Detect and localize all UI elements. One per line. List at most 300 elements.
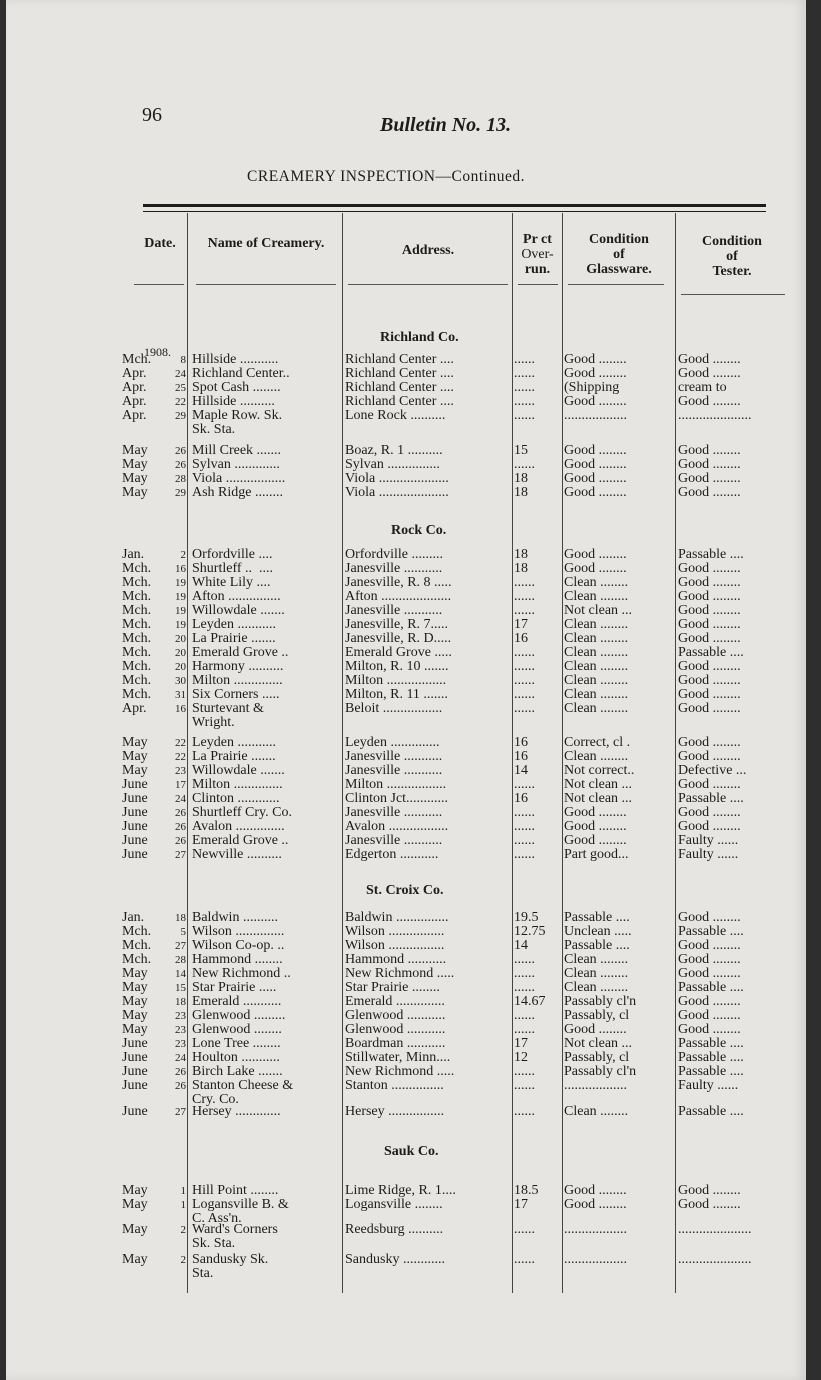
column-divider <box>342 213 343 1293</box>
column-divider <box>562 213 563 1293</box>
row-creamery-name: Sturtevant & <box>192 701 264 716</box>
row-glassware: Passably, cl <box>564 1050 630 1065</box>
row-tester: ..................... <box>678 408 752 423</box>
column-divider <box>187 213 188 1293</box>
row-tester: Passable .... <box>678 980 744 995</box>
row-tester: Good ........ <box>678 352 741 367</box>
row-tester: Passable .... <box>678 1050 744 1065</box>
row-creamery-name: Birch Lake ....... <box>192 1064 283 1079</box>
row-month: Mch. <box>122 631 152 646</box>
row-overrun: 17 <box>514 617 528 632</box>
row-tester: Good ........ <box>678 575 741 590</box>
row-tester: ..................... <box>678 1252 752 1267</box>
row-tester: Passable .... <box>678 1064 744 1079</box>
row-overrun: ...... <box>514 408 535 423</box>
row-tester: Faulty ...... <box>678 1078 739 1093</box>
row-glassware: Clean ........ <box>564 673 629 688</box>
page-number: 96 <box>142 104 162 126</box>
row-address: Emerald Grove ..... <box>345 645 452 660</box>
header-tester-line: Condition <box>702 234 762 249</box>
row-glassware: Good ........ <box>564 366 627 381</box>
row-month: June <box>122 791 148 806</box>
row-overrun: ...... <box>514 673 535 688</box>
row-overrun: 14.67 <box>514 994 546 1009</box>
row-day: 18 <box>175 912 186 924</box>
row-day: 28 <box>175 954 186 966</box>
row-overrun: 17 <box>514 1197 528 1212</box>
row-glassware: Clean ........ <box>564 645 629 660</box>
row-address: Janesville ........... <box>345 763 443 778</box>
row-day: 2 <box>180 549 186 561</box>
county-heading: Richland Co. <box>380 330 459 345</box>
row-overrun: ...... <box>514 1104 535 1119</box>
row-creamery-name: Hillside ........... <box>192 352 279 367</box>
row-glassware: Passably cl'n <box>564 994 637 1009</box>
row-glassware: Clean ........ <box>564 701 629 716</box>
row-creamery-name: Spot Cash ........ <box>192 380 281 395</box>
row-address: Richland Center .... <box>345 394 454 409</box>
row-overrun: 14 <box>514 938 528 953</box>
row-creamery-name: Hammond ........ <box>192 952 283 967</box>
row-creamery-name: Lone Tree ........ <box>192 1036 281 1051</box>
row-overrun: ...... <box>514 966 535 981</box>
row-address: New Richmond ..... <box>345 966 455 981</box>
row-glassware: Passably cl'n <box>564 1064 637 1079</box>
row-creamery-name: Baldwin .......... <box>192 910 278 925</box>
row-address: Reedsburg .......... <box>345 1222 444 1237</box>
row-tester: Good ........ <box>678 631 741 646</box>
row-creamery-name: Willowdale ....... <box>192 603 285 618</box>
row-day: 15 <box>175 982 186 994</box>
row-creamery-name: Star Prairie ..... <box>192 980 277 995</box>
row-tester: Good ........ <box>678 1022 741 1037</box>
row-overrun: 16 <box>514 631 528 646</box>
row-month: June <box>122 1050 148 1065</box>
row-glassware: Not clean ... <box>564 1036 633 1051</box>
row-day: 14 <box>175 968 186 980</box>
row-day: 20 <box>175 633 186 645</box>
row-overrun: ...... <box>514 589 535 604</box>
row-address: Star Prairie ........ <box>345 980 440 995</box>
row-day: 19 <box>175 605 186 617</box>
row-address: Milton ................. <box>345 673 447 688</box>
row-address: Milton, R. 10 ....... <box>345 659 449 674</box>
row-glassware: Passably, cl <box>564 1008 630 1023</box>
row-month: Mch. <box>122 673 152 688</box>
row-creamery-name: Milton .............. <box>192 777 283 792</box>
row-day: 26 <box>175 1080 186 1092</box>
row-creamery-name: Wright. <box>192 715 235 730</box>
row-day: 1 <box>180 1199 186 1211</box>
row-creamery-name: Sk. Sta. <box>192 422 236 437</box>
row-creamery-name: Hillside .......... <box>192 394 275 409</box>
row-glassware: .................. <box>564 1222 627 1237</box>
row-month: May <box>122 1252 148 1267</box>
row-day: 20 <box>175 647 186 659</box>
row-creamery-name: Afton ............... <box>192 589 281 604</box>
row-overrun: ...... <box>514 1222 535 1237</box>
row-day: 22 <box>175 737 186 749</box>
row-tester: Good ........ <box>678 1183 741 1198</box>
row-tester: Passable .... <box>678 1036 744 1051</box>
row-day: 26 <box>175 821 186 833</box>
row-creamery-name: Shurtleff Cry. Co. <box>192 805 292 820</box>
row-creamery-name: Maple Row. Sk. <box>192 408 283 423</box>
row-overrun: 18.5 <box>514 1183 539 1198</box>
row-address: Boaz, R. 1 .......... <box>345 443 443 458</box>
row-creamery-name: Avalon .............. <box>192 819 285 834</box>
row-month: Mch. <box>122 575 152 590</box>
row-month: June <box>122 1036 148 1051</box>
row-overrun: 19.5 <box>514 910 539 925</box>
row-creamery-name: Hill Point ........ <box>192 1183 279 1198</box>
row-address: Janesville ........... <box>345 561 443 576</box>
row-month: May <box>122 749 148 764</box>
row-tester: Good ........ <box>678 966 741 981</box>
row-address: Avalon ................. <box>345 819 449 834</box>
row-day: 17 <box>175 779 186 791</box>
row-overrun: ...... <box>514 457 535 472</box>
row-creamery-name: Orfordville .... <box>192 547 273 562</box>
row-creamery-name: C. Ass'n. <box>192 1211 242 1226</box>
row-creamery-name: Willowdale ....... <box>192 763 285 778</box>
row-month: Mch. <box>122 938 152 953</box>
row-address: Wilson ................ <box>345 938 445 953</box>
row-glassware: Clean ........ <box>564 749 629 764</box>
row-creamery-name: Richland Center.. <box>192 366 290 381</box>
row-creamery-name: La Prairie ....... <box>192 749 276 764</box>
row-overrun: ...... <box>514 603 535 618</box>
row-overrun: 14 <box>514 763 528 778</box>
row-glassware: Good ........ <box>564 1197 627 1212</box>
row-glassware: Part good... <box>564 847 629 862</box>
row-month: Mch. <box>122 659 152 674</box>
row-day: 30 <box>175 675 186 687</box>
row-glassware: Clean ........ <box>564 1104 629 1119</box>
row-month: Mch. <box>122 617 152 632</box>
row-creamery-name: Harmony .......... <box>192 659 284 674</box>
row-address: Janesville ........... <box>345 833 443 848</box>
row-tester: Good ........ <box>678 603 741 618</box>
column-divider <box>512 213 513 1293</box>
row-month: May <box>122 471 148 486</box>
row-creamery-name: Stanton Cheese & <box>192 1078 294 1093</box>
year-label: 1908. <box>144 345 171 359</box>
row-creamery-name: Logansville B. & <box>192 1197 289 1212</box>
row-tester: Good ........ <box>678 457 741 472</box>
row-address: New Richmond ..... <box>345 1064 455 1079</box>
header-address: Address. <box>401 243 455 258</box>
row-glassware: Clean ........ <box>564 980 629 995</box>
row-day: 23 <box>175 1024 186 1036</box>
row-glassware: Correct, cl . <box>564 735 631 750</box>
row-month: Mch. <box>122 952 152 967</box>
row-day: 27 <box>175 849 186 861</box>
row-tester: Faulty ...... <box>678 847 739 862</box>
row-overrun: ...... <box>514 1252 535 1267</box>
row-overrun: 16 <box>514 791 528 806</box>
row-tester: cream to <box>678 380 727 395</box>
row-address: Viola .................... <box>345 471 449 486</box>
row-address: Viola .................... <box>345 485 449 500</box>
row-overrun: ...... <box>514 701 535 716</box>
row-creamery-name: Sylvan ............. <box>192 457 280 472</box>
row-tester: Good ........ <box>678 617 741 632</box>
row-day: 26 <box>175 807 186 819</box>
row-day: 22 <box>175 751 186 763</box>
row-day: 23 <box>175 1038 186 1050</box>
row-day: 26 <box>175 1066 186 1078</box>
row-day: 5 <box>180 926 186 938</box>
row-address: Stillwater, Minn.... <box>345 1050 451 1065</box>
row-glassware: Good ........ <box>564 1183 627 1198</box>
row-glassware: Passable .... <box>564 938 630 953</box>
row-tester: Good ........ <box>678 735 741 750</box>
row-overrun: ...... <box>514 980 535 995</box>
row-day: 24 <box>175 368 186 380</box>
row-glassware: Not correct.. <box>564 763 635 778</box>
row-address: Janesville ........... <box>345 749 443 764</box>
row-address: Afton .................... <box>345 589 452 604</box>
row-overrun: ...... <box>514 833 535 848</box>
row-month: May <box>122 735 148 750</box>
row-month: June <box>122 819 148 834</box>
row-creamery-name: Ward's Corners <box>192 1222 278 1237</box>
row-tester: ..................... <box>678 1222 752 1237</box>
row-tester: Good ........ <box>678 485 741 500</box>
row-tester: Passable .... <box>678 924 744 939</box>
header-rule-thin <box>143 211 766 212</box>
row-month: Apr. <box>122 408 147 423</box>
row-day: 2 <box>180 1254 186 1266</box>
row-month: May <box>122 485 148 500</box>
row-month: Mch. <box>122 589 152 604</box>
row-tester: Good ........ <box>678 910 741 925</box>
row-tester: Good ........ <box>678 366 741 381</box>
row-day: 24 <box>175 1052 186 1064</box>
row-tester: Good ........ <box>678 749 741 764</box>
row-day: 29 <box>175 487 186 499</box>
row-month: June <box>122 1064 148 1079</box>
row-tester: Good ........ <box>678 561 741 576</box>
header-name: Name of Creamery. <box>207 236 325 251</box>
row-day: 26 <box>175 835 186 847</box>
row-glassware: Clean ........ <box>564 589 629 604</box>
row-overrun: ...... <box>514 819 535 834</box>
row-overrun: 12 <box>514 1050 528 1065</box>
header-underline <box>196 284 336 285</box>
header-underline <box>518 284 558 285</box>
row-address: Sandusky ............ <box>345 1252 445 1267</box>
row-day: 18 <box>175 996 186 1008</box>
row-overrun: 12.75 <box>514 924 546 939</box>
header-glassware-line: Condition <box>589 232 649 247</box>
row-day: 1 <box>180 1185 186 1197</box>
row-month: June <box>122 833 148 848</box>
row-glassware: .................. <box>564 1078 627 1093</box>
row-day: 31 <box>175 689 186 701</box>
row-tester: Good ........ <box>678 589 741 604</box>
row-day: 26 <box>175 445 186 457</box>
row-tester: Good ........ <box>678 819 741 834</box>
header-tester <box>676 234 788 279</box>
row-creamery-name: Wilson .............. <box>192 924 285 939</box>
row-overrun: ...... <box>514 575 535 590</box>
header-underline <box>681 294 785 295</box>
row-address: Janesville, R. 8 ..... <box>345 575 452 590</box>
row-glassware: .................. <box>564 1252 627 1267</box>
header-overrun-line: Over- <box>521 247 554 262</box>
row-tester: Passable .... <box>678 1104 744 1119</box>
row-month: Apr. <box>122 701 147 716</box>
row-glassware: Clean ........ <box>564 966 629 981</box>
row-month: Mch. <box>122 561 152 576</box>
row-month: May <box>122 443 148 458</box>
header-tester-line: Tester. <box>712 264 752 279</box>
row-glassware: Good ........ <box>564 547 627 562</box>
row-day: 20 <box>175 661 186 673</box>
row-creamery-name: Emerald Grove .. <box>192 645 289 660</box>
row-creamery-name: White Lily .... <box>192 575 271 590</box>
document-page <box>6 0 806 1380</box>
row-day: 29 <box>175 410 186 422</box>
row-day: 16 <box>175 563 186 575</box>
row-month: Mch. <box>122 924 152 939</box>
header-glassware <box>563 232 675 277</box>
row-address: Edgerton ........... <box>345 847 439 862</box>
row-glassware: Good ........ <box>564 443 627 458</box>
row-address: Orfordville ......... <box>345 547 443 562</box>
row-overrun: ...... <box>514 805 535 820</box>
row-month: Jan. <box>122 910 145 925</box>
row-creamery-name: Emerald ........... <box>192 994 282 1009</box>
row-creamery-name: La Prairie ....... <box>192 631 276 646</box>
row-address: Logansville ........ <box>345 1197 443 1212</box>
row-day: 8 <box>180 354 186 366</box>
row-address: Janesville ........... <box>345 603 443 618</box>
row-month: May <box>122 1022 148 1037</box>
row-month: Mch. <box>122 645 152 660</box>
row-creamery-name: Milton .............. <box>192 673 283 688</box>
row-glassware: Good ........ <box>564 485 627 500</box>
row-creamery-name: Leyden ........... <box>192 617 276 632</box>
row-month: May <box>122 966 148 981</box>
row-creamery-name: Emerald Grove .. <box>192 833 289 848</box>
row-overrun: ...... <box>514 952 535 967</box>
row-month: May <box>122 763 148 778</box>
header-overrun-line: run. <box>524 262 551 277</box>
row-month: May <box>122 457 148 472</box>
row-overrun: 16 <box>514 735 528 750</box>
header-underline <box>348 284 508 285</box>
page-title: CREAMERY INSPECTION—Continued. <box>247 168 525 185</box>
row-address: Janesville, R. D..... <box>345 631 452 646</box>
row-overrun: ...... <box>514 380 535 395</box>
row-glassware: Clean ........ <box>564 659 629 674</box>
row-address: Lone Rock .......... <box>345 408 446 423</box>
row-overrun: ...... <box>514 1022 535 1037</box>
row-overrun: ...... <box>514 352 535 367</box>
row-overrun: 18 <box>514 561 528 576</box>
header-date: Date. <box>144 236 176 251</box>
row-creamery-name: Glenwood ........ <box>192 1022 282 1037</box>
row-overrun: ...... <box>514 366 535 381</box>
row-glassware: Clean ........ <box>564 575 629 590</box>
row-overrun: 18 <box>514 547 528 562</box>
row-overrun: ...... <box>514 1078 535 1093</box>
row-address: Janesville ........... <box>345 805 443 820</box>
row-creamery-name: Six Corners ..... <box>192 687 280 702</box>
row-address: Lime Ridge, R. 1.... <box>345 1183 456 1198</box>
row-glassware: Not clean ... <box>564 603 633 618</box>
row-glassware: .................. <box>564 408 627 423</box>
row-month: June <box>122 777 148 792</box>
row-month: May <box>122 1222 148 1237</box>
row-address: Richland Center .... <box>345 352 454 367</box>
row-overrun: 18 <box>514 485 528 500</box>
row-address: Janesville, R. 7..... <box>345 617 449 632</box>
row-address: Wilson ................ <box>345 924 445 939</box>
row-overrun: ...... <box>514 687 535 702</box>
row-tester: Good ........ <box>678 777 741 792</box>
row-glassware: Good ........ <box>564 394 627 409</box>
row-overrun: ...... <box>514 777 535 792</box>
row-month: May <box>122 1197 148 1212</box>
row-creamery-name: Newville .......... <box>192 847 282 862</box>
county-heading: Rock Co. <box>391 523 447 538</box>
row-glassware: Good ........ <box>564 805 627 820</box>
row-month: June <box>122 847 148 862</box>
row-address: Stanton ............... <box>345 1078 444 1093</box>
row-day: 23 <box>175 1010 186 1022</box>
row-overrun: ...... <box>514 1008 535 1023</box>
row-overrun: ...... <box>514 394 535 409</box>
header-glassware-line: Glassware. <box>586 262 652 277</box>
row-address: Beloit ................. <box>345 701 443 716</box>
row-glassware: Good ........ <box>564 457 627 472</box>
row-month: Apr. <box>122 366 147 381</box>
row-month: May <box>122 1183 148 1198</box>
row-creamery-name: Viola ................. <box>192 471 286 486</box>
row-tester: Good ........ <box>678 687 741 702</box>
row-creamery-name: Cry. Co. <box>192 1092 239 1107</box>
row-address: Glenwood ........... <box>345 1008 446 1023</box>
row-day: 19 <box>175 577 186 589</box>
row-creamery-name: Mill Creek ....... <box>192 443 282 458</box>
header-underline <box>134 284 184 285</box>
row-address: Richland Center .... <box>345 380 454 395</box>
row-month: Mch. <box>122 687 152 702</box>
running-header: Bulletin No. 13. <box>380 114 512 136</box>
county-heading: Sauk Co. <box>384 1144 439 1159</box>
row-overrun: ...... <box>514 645 535 660</box>
row-overrun: 15 <box>514 443 528 458</box>
row-tester: Passable .... <box>678 791 744 806</box>
row-glassware: Good ........ <box>564 471 627 486</box>
row-tester: Good ........ <box>678 659 741 674</box>
row-glassware: Clean ........ <box>564 952 629 967</box>
row-creamery-name: Sk. Sta. <box>192 1236 236 1251</box>
row-glassware: Clean ........ <box>564 631 629 646</box>
row-day: 19 <box>175 591 186 603</box>
column-divider <box>675 213 676 1293</box>
row-overrun: 17 <box>514 1036 528 1051</box>
row-address: Baldwin ............... <box>345 910 449 925</box>
row-tester: Good ........ <box>678 443 741 458</box>
header-tester-line: of <box>726 249 738 264</box>
row-address: Milton, R. 11 ....... <box>345 687 448 702</box>
row-day: 27 <box>175 1106 186 1118</box>
